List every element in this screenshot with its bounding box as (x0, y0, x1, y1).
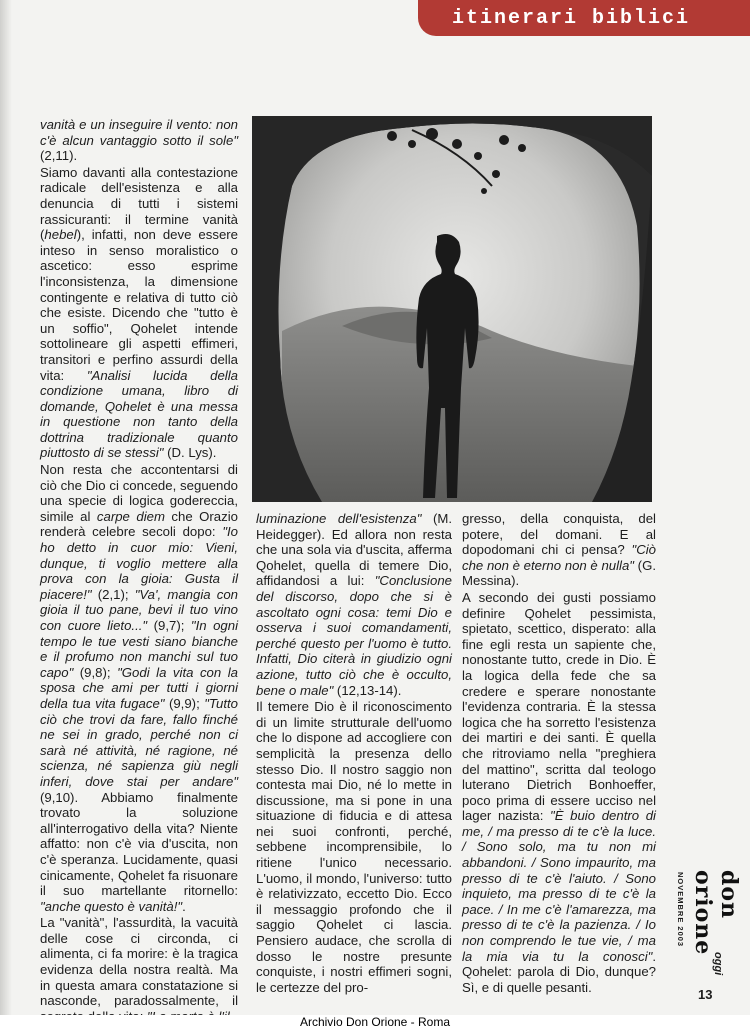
archive-caption: Archivio Don Orione - Roma (0, 1015, 750, 1030)
logo-suffix: oggi (712, 952, 724, 976)
paragraph: Siamo davanti alla contestazione radicale dell'esistenza e alla denuncia di tutti i sistemi rassicuranti: il termine vanità (hebel), infatti, non deve essere inteso in senso moralistico o ascetico: esso esprime l'inconsistenza, la dimensione contingente e relativa di tutto ciò che esiste. Dicendo che "tutto è un soffio", Qohelet intende sottolineare gli aspetti effimeri, transitori e perfino assurdi della vita: "Analisi lucida della condizione umana, libro di domande, Qohelet è una messa in questione non tanto della dottrina tradizionale quanto piuttosto di se stessi" (D. Lys). (40, 164, 238, 461)
photo-illustration (252, 116, 652, 502)
article-column-3 (462, 511, 656, 996)
paragraph: gresso, della conquista, del potere, del domani. E al dopodomani chi ci pensa? "Ciò che non è eterno non è nulla" (G. Messina). (462, 511, 656, 589)
section-title: itinerari biblici (452, 7, 691, 30)
article-column-1 (40, 117, 238, 1025)
cave-silhouette-photo (252, 116, 652, 502)
page-number: 13 (698, 987, 713, 1002)
paragraph: vanità e un inseguire il vento: non c'è alcun vantaggio sotto il sole" (2,11). (40, 117, 238, 164)
paragraph: luminazione dell'esistenza" (M. Heidegger). Ed allora non resta che una sola via d'uscita, afferma Qohelet, quella di temere Dio, affidandosi a lui: "Conclusione del discorso, dopo che si è ascoltato ogni cosa: temi Dio e osserva i suoi comandamenti, perché questo per l'uomo è tutto. Infatti, Dio citerà in giudizio ogni azione, tutto ciò che è occulto, bene o male" (12,13-14). (256, 511, 452, 698)
article-column-2 (256, 511, 452, 996)
section-banner (418, 0, 750, 36)
paragraph: Il temere Dio è il riconoscimento di un limite strutturale dell'uomo che lo dispone ad accogliere con semplicità la presenza dello stesso Dio. Il nostro saggio non contesta mai Dio, né lo mette in discussione, ma si pone in una situazione di fiducia e di attesa nei suoi confronti, perché, sebbene incomprensibile, lo ritiene l'unico necessario. L'uomo, il mondo, l'universo: tutto è relativizzato, eccetto Dio. Ecco il messaggio profondo che il saggio Qohelet ci lascia. Pensiero audace, che scrolla di dosso le nostre presunte conquiste, i nostri effimeri sogni, le certezze del pro- (256, 699, 452, 995)
logo-issue-date: NOVEMBRE 2003 (676, 872, 685, 948)
magazine-logo (676, 870, 742, 980)
paragraph: Non resta che accontentarsi di ciò che Dio ci concede, seguendo una specie di logica godereccia, simile al carpe diem che Orazio renderà celebre secoli dopo: "Io ho detto in cuor mio: Vieni, dunque, ti voglio mettere alla prova con la gioia: Gusta il piacere!" (2,1); "Va', mangia con gioia il tuo pane, bevi il tuo vino con cuore lieto..." (9,7); "In ogni tempo le tue vesti siano bianche e il profumo non manchi sul tuo capo" (9,8); "Godi la vita con la sposa che ami per tutti i giorni della tua vita fugace" (9,9); "Tutto ciò che trovi da fare, fallo finché ne sei in grado, perché non ci sarà né attività, né ragione, né scienza, né sapienza giù negli inferi, dove stai per andare" (9,10). Abbiamo finalmente trovato la soluzione all'interrogativo della vita? Niente affatto: non c'è via d'uscita, non c'è speranza. Lucidamente, quasi cinicamente, Qohelet fa risuonare il suo martellante ritornello: "anche questo è vanità!". (40, 462, 238, 914)
paragraph: A secondo dei gusti possiamo definire Qohelet pessimista, spietato, scettico, disperato: alla fine egli resta un sapiente che, nonostante tutto, crede in Dio. È la logica della fede che sa credere e sperare nonostante l'evidenza contraria. È la stessa logica che ha sorretto l'esistenza dei martiri e dei santi. È quella che ritroviamo nella "preghiera del mattino", scritta dal teologo luterano Dietrich Bonhoeffer, poco prima di essere ucciso nel lager nazista: "È buio dentro di me, / ma presso di te c'è la luce. / Sono solo, ma tu non mi abbandoni. / Sono impaurito, ma presso di te c'è l'aiuto. / Sono inquieto, ma presso di te c'è la pace. / In me c'è l'amarezza, ma presso di te c'è la pazienza. / Io non comprendo le tue vie, / ma la mia via tu la conosci". Qohelet: parola di Dio, dunque? Sì, e di quelle pesanti. (462, 589, 656, 995)
page-binding-shadow (0, 0, 12, 1030)
paragraph: La "vanità", l'assurdità, la vacuità delle cose ci circonda, ci alimenta, ci fa morire: è la tragica evidenza della nostra realtà. Ma in questa amara constatazione si nasconde, paradossalmente, il (40, 915, 238, 1009)
logo-title: don orione (690, 870, 742, 956)
